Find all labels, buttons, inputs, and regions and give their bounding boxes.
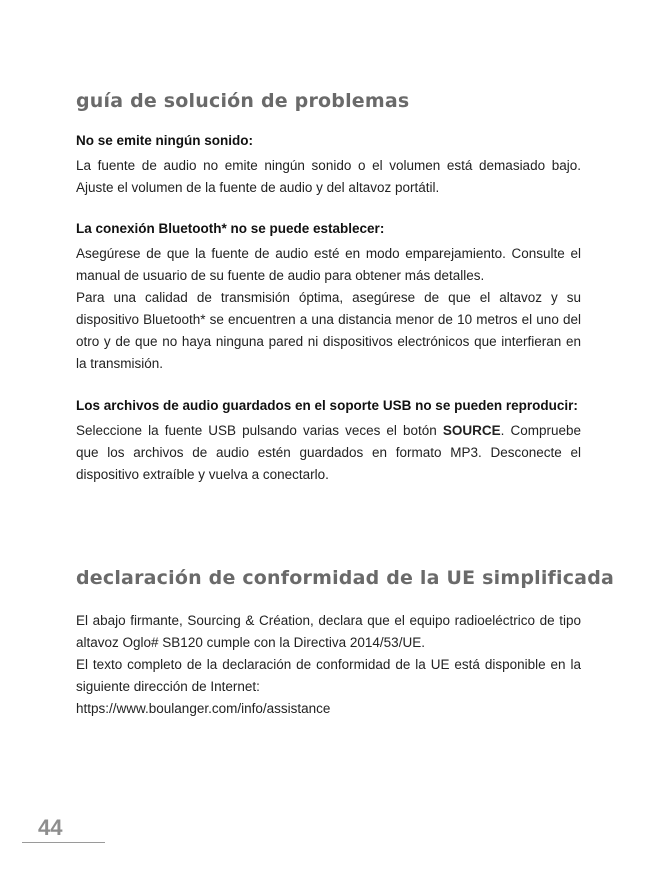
page-number-rule	[22, 842, 105, 843]
no-sound-section	[76, 130, 581, 199]
bluetooth-heading: La conexión Bluetooth* no se puede establecer:	[76, 221, 385, 236]
no-sound-text: La fuente de audio no emite ningún sonido o el volumen está demasiado bajo. Ajuste el volumen de la fuente de audio y del altavoz portátil.	[76, 158, 581, 195]
usb-section	[76, 395, 581, 486]
usb-text	[76, 420, 581, 486]
bluetooth-text-1: Asegúrese de que la fuente de audio esté en modo emparejamiento. Consulte el manual de usuario de su fuente de audio para obtener más detalles.	[76, 246, 581, 283]
source-button-label: SOURCE	[442, 423, 501, 438]
usb-text-after: . Compruebe que los archivos de audio estén guardados en formato MP3. Desconecte el dispositivo extraíble y vuelva a conectarlo.	[76, 423, 582, 482]
usb-heading: Los archivos de audio guardados en el soporte USB no se pueden reproducir:	[76, 398, 578, 413]
conformity-section	[76, 610, 581, 720]
conformity-title: declaración de conformidad de la UE simplificada	[76, 567, 615, 589]
conformity-text-2: El texto completo de la declaración de conformidad de la UE está disponible en la siguiente dirección de Internet:	[76, 657, 581, 694]
no-sound-heading: No se emite ningún sonido:	[76, 133, 254, 148]
usb-text-before: Seleccione la fuente USB pulsando varias veces el botón	[76, 423, 443, 438]
conformity-text-1: El abajo firmante, Sourcing & Création, declara que el equipo radioeléctrico de tipo altavoz Oglo# SB120 cumple con la Directiva 2014/53/UE.	[76, 613, 581, 650]
bluetooth-text-2: Para una calidad de transmisión óptima, asegúrese de que el altavoz y su dispositivo Bluetooth* se encuentren a una distancia menor de 10 metros el uno del otro y de que no haya ninguna pared ni dispositivos electrónicos que interfieran en la transmisión.	[76, 290, 581, 371]
conformity-url: https://www.boulanger.com/info/assistance	[76, 701, 331, 716]
troubleshooting-title: guía de solución de problemas	[76, 90, 410, 112]
page-number: 44	[38, 815, 63, 840]
bluetooth-section	[76, 218, 581, 375]
